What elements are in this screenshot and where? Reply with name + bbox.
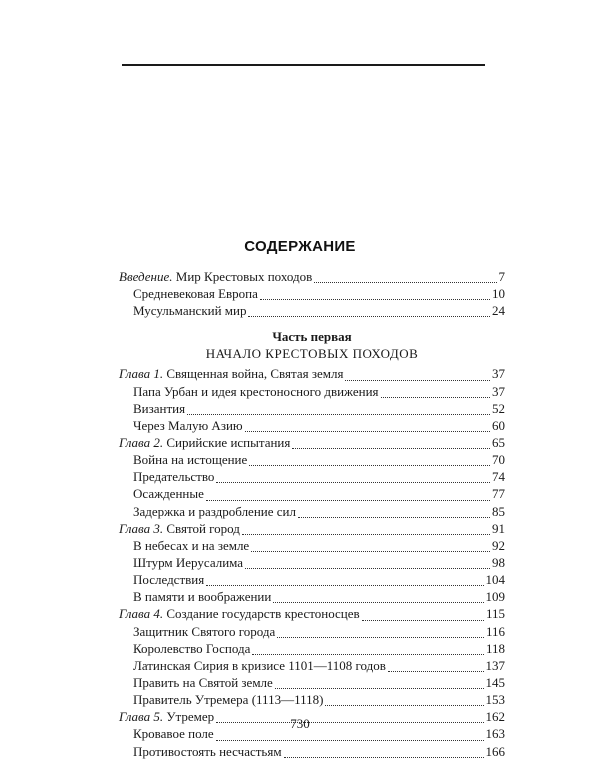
toc-entry-label <box>119 269 312 285</box>
toc-entry-chapter <box>119 269 505 286</box>
toc-entry-prefix: Глава 4. <box>119 606 164 622</box>
toc-entry-section <box>119 286 505 303</box>
toc-entry-page: 163 <box>485 726 505 742</box>
toc-entry-section <box>119 538 505 555</box>
toc-entry-title: Штурм Иерусалима <box>133 554 244 570</box>
toc-entry-page: 85 <box>492 503 505 519</box>
toc-entry-title: Осажденные <box>133 486 204 502</box>
toc-entry-title: Предательство <box>133 469 215 485</box>
toc-entry-section <box>119 401 505 418</box>
toc-entry-title: Мир Крестовых походов <box>172 269 313 284</box>
part-number: Часть первая <box>272 329 352 345</box>
toc-entry-page: 24 <box>492 303 505 319</box>
toc-entry-label <box>133 452 247 468</box>
toc-entry-prefix: Введение. <box>119 269 173 284</box>
toc-entry-title: Кровавое поле <box>133 726 214 742</box>
toc-entry-title: Война на истощение <box>133 452 248 468</box>
page-number: 730 <box>290 716 310 731</box>
toc-entry-label <box>119 366 343 382</box>
toc-entry-section <box>119 418 505 435</box>
toc-entry-page: 37 <box>492 366 505 382</box>
toc-entry-page: 115 <box>485 606 505 622</box>
toc-entry-title: Через Малую Азию <box>133 417 243 433</box>
toc-entry-page: 70 <box>492 452 505 468</box>
toc-entry-title: Противостоять несчастьям <box>133 743 282 759</box>
top-rule <box>122 64 485 66</box>
toc-entry-page: 37 <box>492 383 505 399</box>
intro-section <box>119 269 505 320</box>
contents-title: СОДЕРЖАНИЕ <box>244 238 356 255</box>
dot-leader <box>275 688 484 689</box>
toc-entry-title: Мусульманский мир <box>133 303 247 319</box>
toc-entry-title: Латинская Сирия в кризисе 1101—1108 годов <box>133 657 386 673</box>
chapter-section <box>119 366 505 760</box>
toc-entry-title: Королевство Господа <box>133 640 251 656</box>
dot-leader <box>388 671 484 672</box>
dot-leader <box>251 551 490 552</box>
dot-leader <box>216 482 490 483</box>
toc-entry-prefix: Глава 3. <box>119 520 164 536</box>
toc-entry-title: Править на Святой земле <box>133 674 273 690</box>
toc-entry-page: 153 <box>485 692 505 708</box>
toc-entry-label <box>133 486 204 502</box>
toc-entry-prefix: Глава 5. <box>119 709 164 725</box>
dot-leader <box>284 757 484 758</box>
toc-entry-title: Задержка и раздробление сил <box>133 503 296 519</box>
toc-entry-title: Папа Урбан и идея крестоносного движения <box>133 383 379 399</box>
toc-entry-section <box>119 384 505 401</box>
toc-entry-title: Последствия <box>133 572 205 588</box>
dot-leader <box>325 705 483 706</box>
dot-leader <box>362 620 484 621</box>
toc-entry-page: 166 <box>485 743 505 759</box>
dot-leader <box>314 282 496 283</box>
dot-leader <box>242 534 490 535</box>
toc-entry-title: В небесах и на земле <box>133 537 250 553</box>
dot-leader <box>216 740 484 741</box>
toc-entry-title: Правитель Утремера (1113—1118) <box>133 692 324 708</box>
toc-entry-title: Святой город <box>163 520 240 536</box>
toc-entry-label <box>133 658 386 674</box>
toc-entry-page: 91 <box>492 520 505 536</box>
toc-entry-page: 137 <box>485 657 505 673</box>
toc-entry-page: 65 <box>492 434 505 450</box>
toc-entry-section <box>119 303 505 320</box>
toc-entry-section <box>119 572 505 589</box>
toc-entry-page: 74 <box>492 469 505 485</box>
dot-leader <box>245 431 490 432</box>
toc-entry-label <box>119 521 240 537</box>
dot-leader <box>187 414 490 415</box>
toc-entry-section <box>119 469 505 486</box>
toc-entry-page: 145 <box>485 674 505 690</box>
toc-entry-label <box>133 538 249 554</box>
toc-entry-page: 98 <box>492 554 505 570</box>
toc-entry-section <box>119 452 505 469</box>
toc-entry-page: 162 <box>485 709 505 725</box>
toc-entry-prefix: Глава 2. <box>119 434 164 450</box>
toc-entry-label <box>133 384 379 400</box>
dot-leader <box>273 602 483 603</box>
toc-entry-page: 10 <box>492 286 505 302</box>
toc-entry-label <box>133 675 273 691</box>
toc-entry-section <box>119 555 505 572</box>
toc-entry-label <box>133 504 296 520</box>
toc-entry-title: Утремер <box>163 709 215 725</box>
toc-entry-page: 60 <box>492 417 505 433</box>
toc-entry-label <box>133 555 243 571</box>
toc-entry-section <box>119 641 505 658</box>
toc-entry-page: 116 <box>485 623 505 639</box>
toc-entry-label <box>133 641 250 657</box>
dot-leader <box>245 568 490 569</box>
toc-entry-chapter <box>119 606 505 623</box>
toc-entry-page: 77 <box>492 486 505 502</box>
dot-leader <box>277 637 484 638</box>
toc-entry-title: Защитник Святого города <box>133 623 276 639</box>
toc-entry-section <box>119 692 505 709</box>
dot-leader <box>248 316 490 317</box>
toc-entry-chapter <box>119 435 505 452</box>
toc-entry-label <box>133 572 204 588</box>
toc-entry-chapter <box>119 366 505 383</box>
dot-leader <box>252 654 484 655</box>
toc-entry-label <box>133 589 271 605</box>
toc-entry-section <box>119 624 505 641</box>
toc-entry-label <box>133 286 258 302</box>
toc-entry-label <box>133 624 275 640</box>
dot-leader <box>206 500 490 501</box>
toc-entry-page: 92 <box>492 537 505 553</box>
dot-leader <box>249 465 490 466</box>
dot-leader <box>298 517 490 518</box>
toc-entry-label <box>133 401 185 417</box>
toc-entry-label <box>119 435 290 451</box>
toc-entry-label <box>133 418 243 434</box>
toc-entry-section <box>119 658 505 675</box>
dot-leader <box>260 299 490 300</box>
toc-entry-title: В памяти и воображении <box>133 589 272 605</box>
toc-entry-title: Средневековая Европа <box>133 286 258 302</box>
toc-entry-label <box>133 469 214 485</box>
dot-leader <box>345 380 490 381</box>
toc-entry-label <box>119 606 360 622</box>
toc-entry-section <box>119 589 505 606</box>
table-of-contents <box>119 269 505 761</box>
dot-leader <box>292 448 490 449</box>
part-title: НАЧАЛО КРЕСТОВЫХ ПОХОДОВ <box>205 346 419 362</box>
toc-entry-section <box>119 486 505 503</box>
toc-entry-page: 52 <box>492 400 505 416</box>
toc-entry-page: 118 <box>485 640 505 656</box>
toc-entry-prefix: Глава 1. <box>119 366 164 382</box>
toc-entry-section <box>119 675 505 692</box>
toc-entry-page: 7 <box>498 269 505 284</box>
toc-entry-label <box>133 692 323 708</box>
toc-entry-page: 104 <box>485 572 505 588</box>
toc-entry-section <box>119 744 505 761</box>
toc-entry-page: 109 <box>485 589 505 605</box>
dot-leader <box>206 585 483 586</box>
toc-entry-label <box>133 303 246 319</box>
toc-entry-title: Священная война, Святая земля <box>163 366 344 382</box>
toc-entry-section <box>119 504 505 521</box>
dot-leader <box>381 397 490 398</box>
toc-entry-title: Создание государств крестоносцев <box>163 606 360 622</box>
toc-entry-label <box>133 744 282 760</box>
toc-entry-title: Сирийские испытания <box>163 434 291 450</box>
toc-entry-chapter <box>119 521 505 538</box>
toc-entry-title: Византия <box>133 400 186 416</box>
